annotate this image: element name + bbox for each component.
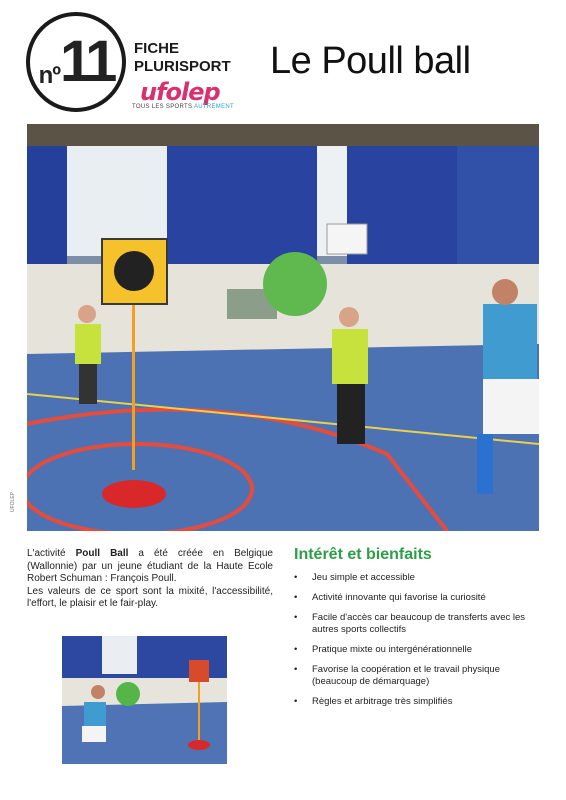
benefit-item: • Règles et arbitrage très simplifiés	[294, 696, 534, 708]
ufolep-logo: ufolep	[140, 78, 220, 106]
benefits-heading: Intérêt et bienfaits	[294, 546, 432, 563]
benefit-item: • Favorise la coopération et le travail physique (beaucoup de démarquage)	[294, 664, 534, 688]
tagline-accent: AUTREMENT	[193, 104, 234, 110]
intro-paragraph-1: L'activité Poull Ball a été créée en Belgique (Wallonnie) par un jeune étudiant de la Haute Ecole Robert Schuman : François Poull.	[27, 548, 273, 584]
photo-credit: UFOLEP	[10, 491, 16, 512]
logo-tagline	[132, 104, 234, 110]
benefit-item: • Jeu simple et accessible	[294, 572, 534, 584]
fiche-line1: FICHE	[134, 40, 179, 57]
badge-number: 11	[60, 29, 114, 94]
intro-bold-name: Poull Ball	[75, 548, 129, 559]
fiche-label	[134, 40, 231, 76]
main-photo	[27, 124, 539, 531]
benefit-item: • Activité innovante qui favorise la curiosité	[294, 592, 534, 604]
tagline-main: TOUS LES SPORTS	[132, 104, 193, 110]
fiche-number-badge	[26, 12, 126, 112]
benefits-list	[294, 572, 534, 716]
fiche-line2: PLURISPORT	[134, 58, 231, 75]
badge-prefix: nº	[38, 62, 61, 89]
page-title: Le Poull ball	[270, 40, 471, 82]
benefit-item: • Pratique mixte ou intergénérationnelle	[294, 644, 534, 656]
benefit-item: • Facile d'accès car beaucoup de transferts avec les autres sports collectifs	[294, 612, 534, 636]
thumbnail-photo	[62, 636, 227, 764]
intro-text	[27, 548, 273, 611]
intro-paragraph-2: Les valeurs de ce sport sont la mixité, l'accessibilité, l'effort, le plaisir et le fair-play.	[27, 585, 273, 609]
